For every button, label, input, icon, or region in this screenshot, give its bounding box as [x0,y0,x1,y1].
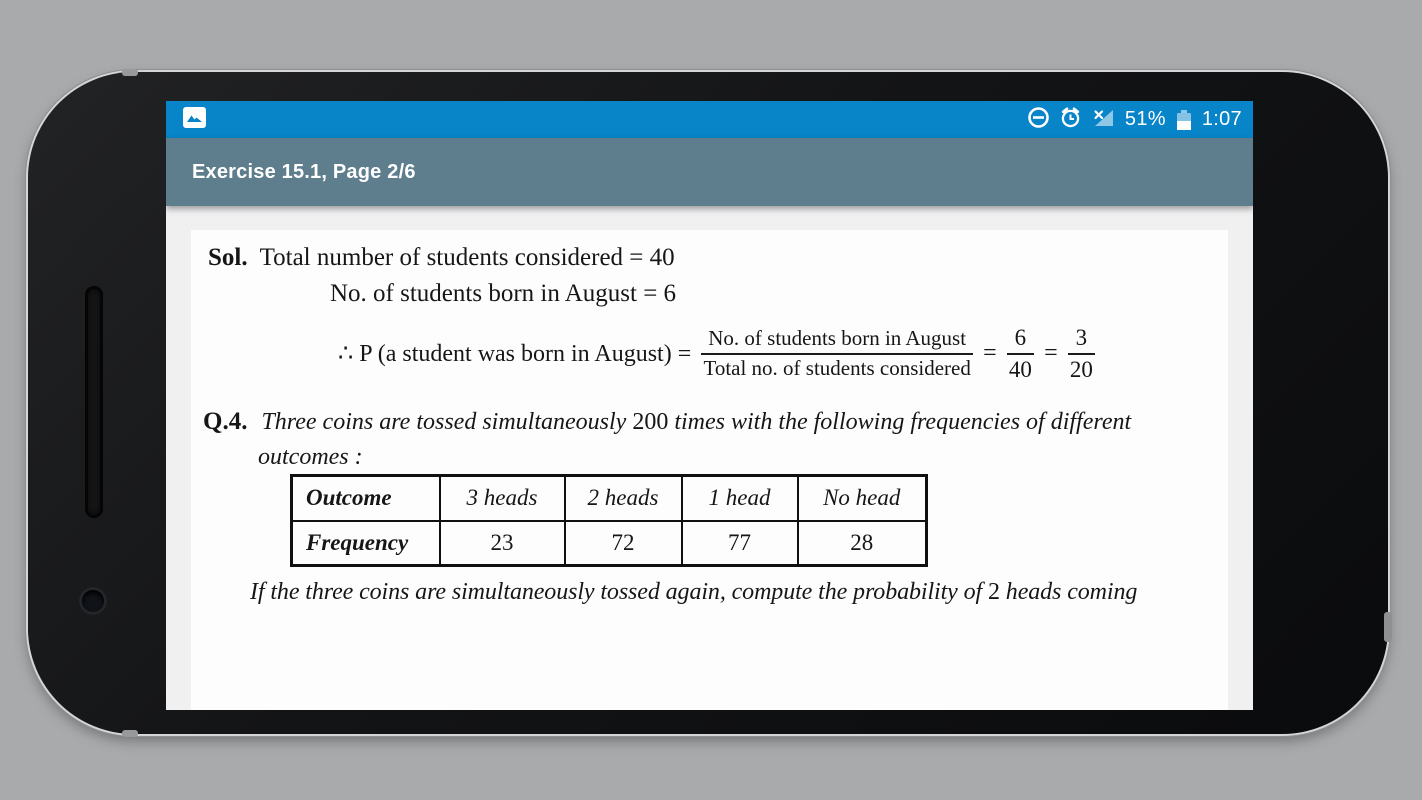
question-4-line-1: Q.4. Three coins are tossed simultaneously 200 times with the following frequencies of different [203,408,1132,435]
fraction-3-20: $\frac{3}{20}$ [1068,324,1096,383]
photo-icon [183,107,206,133]
probability-equation [338,324,1095,383]
q4-label: Q.4. [203,408,248,435]
table-cell: 1 head [682,476,798,521]
frequency-table [290,474,928,567]
phone-frame [28,72,1388,734]
fraction-main: $\frac{\text{No. of students born in August}}{\text{Total no. of students considered}}$ [701,326,973,380]
equals-sign: = [983,340,997,367]
probability-lead: ∴ P (a student was born in August) = [338,341,692,368]
sol-label: Sol. [208,244,248,271]
table-cell: Outcome [292,476,440,521]
status-bar-right [1027,105,1242,134]
top-edge-button [122,69,138,76]
do-not-disturb-icon [1027,106,1050,134]
table-value-row [292,521,927,566]
battery-percentage: 51% [1124,108,1166,130]
fraction-6-40: $\frac{6}{40}$ [1007,324,1035,383]
alarm-icon [1059,106,1082,134]
table-cell: 3 heads [440,476,565,521]
table-cell: 2 heads [565,476,682,521]
table-cell: 28 [798,521,927,566]
status-clock: 1:07 [1201,108,1242,130]
bottom-edge-button [122,730,138,737]
scanned-book-page [191,230,1228,710]
table-header-row [292,476,927,521]
table-cell: 77 [682,521,798,566]
phone-screen [166,101,1253,710]
solution-line-2: No. of students born in August = 6 [330,280,677,307]
app-bar [166,138,1253,206]
table-cell: 23 [440,521,565,566]
table-cell: Frequency [292,521,440,566]
table-cell: No head [798,476,927,521]
question-4-line-2: outcomes : [258,444,363,470]
front-camera [82,590,104,612]
signal-no-sim-icon [1091,105,1116,134]
solution-line-1: Sol. Total number of students considered = 40 [208,244,675,271]
status-bar [166,101,1253,138]
document-viewport[interactable] [166,206,1253,710]
speaker-grille [85,286,103,518]
page-title: Exercise 15.1, Page 2/6 [192,160,416,183]
question-4-continuation: If the three coins are simultaneously tossed again, compute the probability of 2 heads coming [250,579,1138,605]
table-cell: 72 [565,521,682,566]
power-button [1384,612,1392,642]
battery-icon [1177,110,1191,130]
equals-sign: = [1044,340,1058,367]
